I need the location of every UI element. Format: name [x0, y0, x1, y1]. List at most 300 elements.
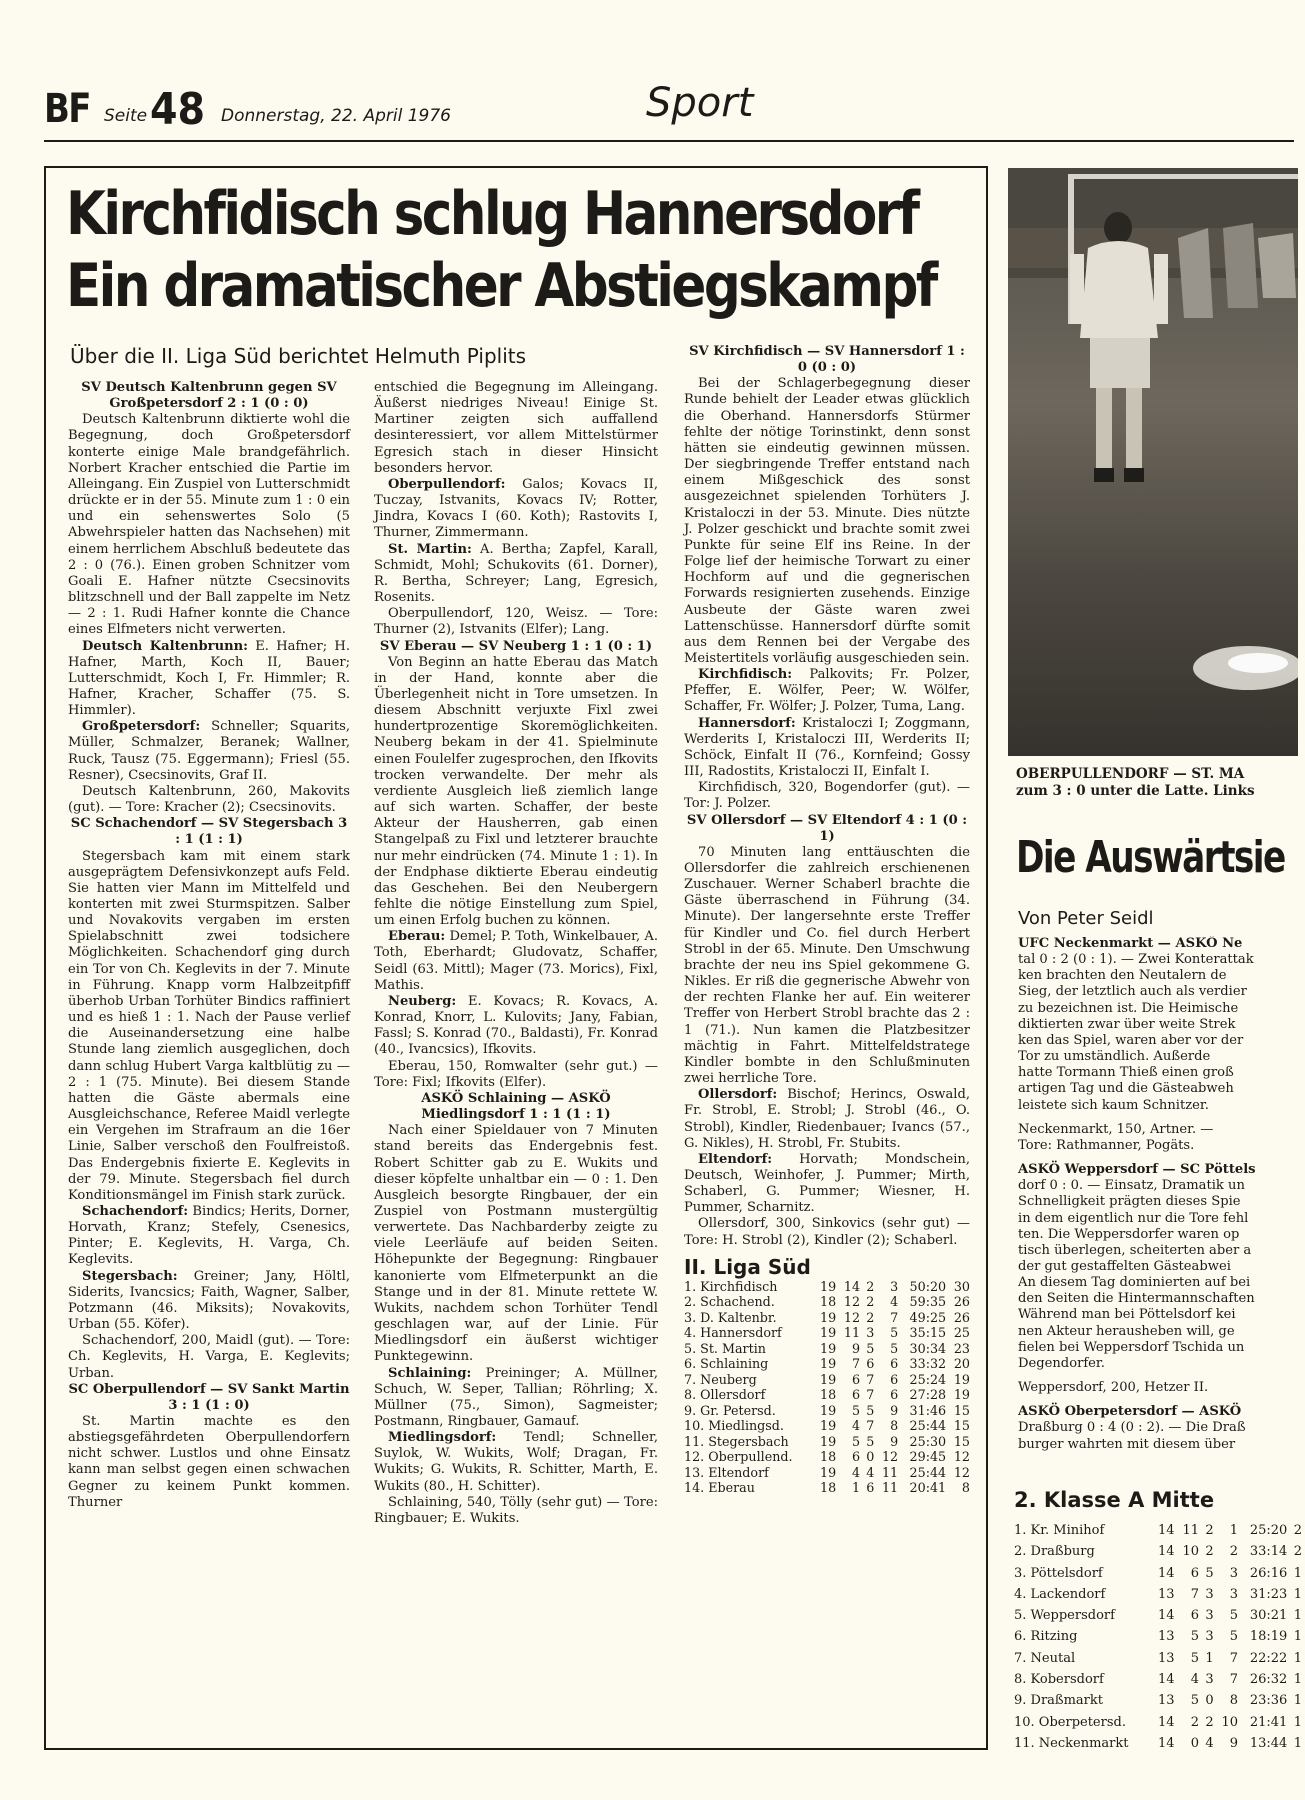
stat-cell: 19: [953, 1371, 970, 1387]
team-cell: 14. Eberau: [684, 1480, 755, 1496]
stat-cell: 5: [866, 1340, 875, 1356]
stat-cell: 7: [1190, 1586, 1199, 1602]
match-summary: Eberau, 150, Romwalter (sehr gut.) — Tore: Fixl; Ifkovits (Elfer).: [374, 1058, 658, 1090]
stat-cell: 25: [953, 1325, 970, 1341]
match-summary: Schlaining, 540, Tölly (sehr gut) — Tore: Ringbauer; E. Wukits.: [374, 1494, 658, 1526]
article-column-3: [684, 344, 970, 1496]
stat-cell: 2: [1293, 1523, 1302, 1538]
stat-cell: 19: [820, 1433, 837, 1449]
stat-cell: 2: [866, 1278, 875, 1294]
football-photo: [1008, 168, 1298, 756]
team-cell: 11. Stegersbach: [684, 1433, 789, 1449]
table-row: [1014, 1669, 1302, 1690]
team-name: Hannersdorf:: [698, 715, 796, 731]
stat-cell: 3: [1229, 1586, 1239, 1602]
stat-cell: 1: [1293, 1586, 1302, 1602]
sidebar-line: tisch überlegen, scheiterten aber a: [1018, 1242, 1252, 1258]
table-row: [1014, 1712, 1302, 1733]
team-name: Eltendorf:: [698, 1151, 773, 1167]
team-cell: 3. Pöttelsdorf: [1014, 1565, 1103, 1581]
stat-cell: 6: [866, 1356, 875, 1372]
team-name: Miedlingsdorf:: [388, 1430, 497, 1446]
stat-cell: 4: [890, 1294, 899, 1310]
stat-cell: 59:35: [909, 1294, 947, 1310]
stat-cell: 7: [851, 1356, 861, 1372]
sidebar-line: hatte Tormann Thieß einen groß: [1018, 1065, 1234, 1081]
stat-cell: 6: [851, 1371, 861, 1387]
sidebar-line: [1018, 1154, 1302, 1162]
stat-cell: 33:32: [909, 1356, 947, 1372]
lineup: Kirchfidisch: Palkovits; Fr. Polzer, Pfeffer, E. Wölfer, Peer; W. Wölfer, Schaffer, Fr. Wölfer; J. Polzer, Tuma, Lang.: [684, 667, 970, 715]
match-report: entschied die Begegnung im Alleingang. Äußerst niedriges Niveau! Einige St. Martiner zeigten sich auffallend desinteressiert, vor allem Mittelstürmer Egresich stach in dieser Hinsicht besonders hervor.: [374, 380, 658, 476]
stat-cell: 6: [890, 1387, 899, 1403]
sidebar-line: den Seiten die Hintermannschaften: [1018, 1291, 1255, 1307]
team-cell: 5. Weppersdorf: [1014, 1608, 1115, 1624]
team-cell: 5. St. Martin: [684, 1340, 766, 1356]
stat-cell: 3: [1205, 1608, 1214, 1624]
stat-cell: 19: [820, 1340, 837, 1356]
stat-cell: 30: [953, 1278, 970, 1294]
stat-cell: 2: [1190, 1714, 1199, 1730]
sidebar-line: ASKÖ Weppersdorf — SC Pöttels: [1018, 1162, 1256, 1178]
stat-cell: 25:30: [909, 1433, 947, 1449]
stat-cell: 50:20: [909, 1278, 947, 1294]
stat-cell: 19: [820, 1464, 837, 1480]
table-row: [684, 1403, 970, 1419]
team-cell: 10. Oberpetersd.: [1014, 1714, 1126, 1730]
table-row: [1014, 1648, 1302, 1669]
stat-cell: 6: [851, 1449, 861, 1465]
stat-cell: 18: [820, 1387, 837, 1403]
table-row: [1014, 1733, 1302, 1754]
team-cell: 2. Schachend.: [684, 1294, 775, 1310]
stat-cell: 5: [866, 1433, 875, 1449]
sidebar-line: Degendorfer.: [1018, 1355, 1105, 1371]
stat-cell: 13: [1158, 1629, 1175, 1645]
stat-cell: 2: [1205, 1714, 1214, 1730]
stat-cell: 25:24: [909, 1371, 947, 1387]
stat-cell: 23:36: [1249, 1693, 1288, 1709]
team-cell: 13. Eltendorf: [684, 1464, 769, 1480]
sidebar-line: Tore: Rathmanner, Pogäts.: [1018, 1137, 1195, 1153]
stat-cell: 14: [1158, 1672, 1175, 1688]
stat-cell: 7: [1229, 1650, 1239, 1666]
match-summary: Deutsch Kaltenbrunn, 260, Makovits (gut). — Tore: Kracher (2); Csecsinovits.: [68, 783, 350, 816]
sidebar-line: UFC Neckenmarkt — ASKÖ Ne: [1018, 936, 1243, 951]
team-cell: 2. Draßburg: [1014, 1544, 1095, 1560]
stat-cell: 3: [890, 1278, 899, 1294]
match-report: Bei der Schlagerbegegnung dieser Runde behielt der Leader etwas glücklich die Oberhand. Hannersdorfs Stürmer fehlte der nötige Torinstinkt, denn sonst hätten sie eindeutig gewinnen müssen. Der siegbringende Treffer entstand nach einem Mißgeschick des sonst ausgezeichnet spielenden Torhüters J. Kristaloczi in der 53. Minute. Dies nützte J. Polzer geschickt und brachte somit zwei Punkte für seine Elf ins Reine. In der Folge lief der heimische Torwart zu einer Hochform auf und die gegnerischen Forwards resignierten zusehends. Einzige Ausbeute der Gäste waren zwei Lattenschüsse. Hannersdorf dürfte somit aus dem Rennen bei der Vergabe des Meistertitels vorläufig ausgeschieden sein.: [684, 376, 970, 666]
stat-cell: 1: [1293, 1714, 1302, 1730]
table-row: [684, 1341, 970, 1357]
stat-cell: 25:44: [909, 1418, 947, 1434]
stat-cell: 12: [881, 1449, 899, 1465]
stat-cell: 14: [1158, 1565, 1175, 1581]
sidebar-line: An diesem Tag dominierten auf bei: [1018, 1275, 1251, 1291]
stat-cell: 12: [953, 1449, 970, 1465]
stat-cell: 30:21: [1249, 1608, 1288, 1624]
match-heading: SV Eberau — SV Neuberg 1 : 1 (0 : 1): [379, 638, 653, 654]
stat-cell: 11: [1182, 1523, 1199, 1538]
table-row: [684, 1418, 970, 1434]
team-cell: 11. Neckenmarkt: [1014, 1735, 1129, 1751]
stat-cell: 13: [1158, 1693, 1175, 1709]
sidebar-line: burger wahrten mit diesem über: [1018, 1436, 1236, 1452]
stat-cell: 9: [890, 1433, 899, 1449]
stat-cell: 3: [1205, 1586, 1214, 1602]
match-summary: Oberpullendorf, 120, Weisz. — Tore: Thurner (2), Istvanits (Elfer); Lang.: [374, 606, 658, 638]
table-row: [1014, 1563, 1302, 1584]
stat-cell: 0: [1205, 1693, 1214, 1709]
stat-cell: 0: [1190, 1735, 1199, 1751]
sidebar-line: Während man bei Pöttelsdorf kei: [1018, 1307, 1236, 1323]
issue-date: Donnerstag, 22. April 1976: [221, 106, 451, 126]
stat-cell: 20: [953, 1356, 970, 1372]
stat-cell: 6: [1190, 1565, 1199, 1581]
stat-cell: 18: [820, 1449, 837, 1465]
stat-cell: 29:45: [909, 1449, 947, 1465]
stat-cell: 8: [890, 1418, 899, 1434]
stat-cell: 19: [820, 1356, 837, 1372]
stat-cell: 33:14: [1249, 1544, 1288, 1560]
stat-cell: 2: [1205, 1523, 1214, 1538]
team-name: Neuberg:: [388, 993, 457, 1009]
stat-cell: 5: [866, 1402, 875, 1418]
lineup: Neuberg: E. Kovacs; R. Kovacs, A. Konrad, Knorr, L. Kulovits; Jany, Fabian, Fassl; S. Konrad (70., Baldasti), Fr. Konrad (40., Ivancsics), Ifkovits.: [374, 993, 658, 1058]
stat-cell: 1: [1293, 1735, 1302, 1751]
stat-cell: 14: [1158, 1735, 1175, 1751]
stat-cell: 4: [1205, 1735, 1214, 1751]
sidebar-line: Tor zu umständlich. Außerde: [1018, 1049, 1211, 1065]
team-name: St. Martin:: [388, 541, 472, 557]
league-table-2: [1014, 1520, 1302, 1754]
lineup: Miedlingsdorf: Tendl; Schneller, Suylok, W. Wukits, Wolf; Dragan, Fr. Wukits; G. Wukits, R. Schitter, Marth, E. Wukits (80., H. Schitter).: [374, 1430, 658, 1494]
team-cell: 8. Ollersdorf: [684, 1387, 766, 1403]
stat-cell: 13:44: [1249, 1735, 1288, 1751]
stat-cell: 8: [1229, 1693, 1239, 1709]
stat-cell: 4: [851, 1418, 861, 1434]
stat-cell: 19: [820, 1402, 837, 1418]
stat-cell: 4: [851, 1464, 861, 1480]
team-cell: 1. Kr. Minihof: [1014, 1523, 1105, 1538]
stat-cell: 5: [1229, 1629, 1239, 1645]
sidebar-line: Schnelligkeit prägten dieses Spie: [1018, 1194, 1241, 1210]
team-name: Eberau:: [388, 929, 446, 945]
stat-cell: 4: [1190, 1672, 1199, 1688]
match-heading: SV Ollersdorf — SV Eltendorf 4 : 1 (0 : 1): [686, 812, 968, 844]
stat-cell: 13: [1158, 1650, 1175, 1666]
stat-cell: 6: [890, 1356, 899, 1372]
match-report: St. Martin machte es den abstiegsgefährdeten Oberpullendorfern nicht schwer. Lustlos und ohne Einsatz kann man selbst gegen einen schwachen Gegner zu keinem Punkt kommen. Thurner: [68, 1414, 350, 1510]
stat-cell: 1: [1293, 1693, 1302, 1709]
match-heading: SV Kirchfidisch — SV Hannersdorf 1 : 0 (0 : 0): [689, 344, 965, 376]
sidebar-line: Draßburg 0 : 4 (0 : 2). — Die Draß: [1018, 1420, 1246, 1436]
stat-cell: 1: [1293, 1565, 1302, 1581]
lineup: St. Martin: A. Bertha; Zapfel, Karall, Schmidt, Mohl; Schukovits (61. Dorner), R. Bertha, Schreyer; Lang, Egresich, Rosenits.: [374, 541, 658, 606]
stat-cell: 7: [866, 1387, 875, 1403]
stat-cell: 26:16: [1249, 1565, 1288, 1581]
table-row: [684, 1449, 970, 1465]
stat-cell: 6: [866, 1480, 875, 1496]
sidebar-line: ten. Die Weppersdorfer waren op: [1018, 1226, 1240, 1242]
sidebar-line: nen Akteur herausheben will, ge: [1018, 1323, 1235, 1339]
stat-cell: 15: [953, 1433, 970, 1449]
match-summary: Kirchfidisch, 320, Bogendorfer (gut). — Tor: J. Polzer.: [684, 780, 970, 812]
team-cell: 3. D. Kaltenbr.: [684, 1309, 777, 1325]
stat-cell: 3: [866, 1325, 875, 1341]
stat-cell: 26: [953, 1294, 970, 1310]
stat-cell: 19: [953, 1387, 970, 1403]
stat-cell: 14: [843, 1278, 861, 1294]
stat-cell: 49:25: [909, 1309, 947, 1325]
stat-cell: 19: [820, 1371, 837, 1387]
stat-cell: 2: [1205, 1544, 1214, 1560]
table-row: [684, 1294, 970, 1310]
page-label: Seite: [104, 106, 148, 126]
stat-cell: 3: [1205, 1672, 1214, 1688]
stat-cell: 19: [820, 1278, 837, 1294]
stat-cell: 1: [851, 1480, 861, 1496]
sidebar-column: [1018, 936, 1302, 1453]
stat-cell: 1: [1293, 1629, 1302, 1645]
team-name: Kirchfidisch:: [698, 667, 793, 683]
lineup: Eltendorf: Horvath; Mondschein, Deutsch, Weinhofer, J. Pummer; Mirth, Schaberl, G. Pummer; Wiesner, H. Pummer, Scharnitz.: [684, 1151, 970, 1216]
stat-cell: 26: [953, 1309, 970, 1325]
stat-cell: 19: [820, 1309, 837, 1325]
sidebar-line: zu bezeichnen ist. Die Heimische: [1018, 1000, 1239, 1016]
stat-cell: 14: [1158, 1714, 1175, 1730]
match-heading: SC Schachendorf — SV Stegersbach 3 : 1 (1 : 1): [70, 816, 348, 848]
main-headline: [66, 178, 936, 322]
photo-caption: OBERPULLENDORF — ST. MA zum 3 : 0 unter die Latte. Links: [1016, 766, 1255, 799]
team-cell: 6. Schlaining: [684, 1356, 769, 1372]
sidebar-line: tal 0 : 2 (0 : 1). — Zwei Konterattak: [1018, 952, 1254, 968]
stat-cell: 8: [961, 1480, 970, 1496]
stat-cell: 12: [953, 1464, 970, 1480]
team-name: Stegersbach:: [82, 1268, 178, 1284]
stat-cell: 0: [866, 1449, 875, 1465]
table-row: [1014, 1520, 1302, 1541]
lineup: Ollersdorf: Bischof; Herincs, Oswald, Fr. Strobl, E. Strobl; J. Strobl (46., O. Strobl), Kindler, Riedenbauer; Ivancs (57., G. Nikles), H. Strobl, Fr. Stubits.: [684, 1087, 970, 1151]
team-cell: 9. Gr. Petersd.: [684, 1402, 776, 1418]
stat-cell: 5: [1205, 1565, 1214, 1581]
stat-cell: 5: [890, 1340, 899, 1356]
stat-cell: 5: [851, 1402, 861, 1418]
sidebar-line: artigen Tag und die Gästeabweh: [1018, 1081, 1234, 1097]
headline-line-1: Kirchfidisch schlug Hannersdorf: [66, 179, 918, 249]
table-row: [684, 1372, 970, 1388]
sidebar-line: Sieg, der letztlich auch als verdier: [1018, 984, 1247, 1000]
stat-cell: 26:32: [1249, 1672, 1288, 1688]
match-report: Deutsch Kaltenbrunn diktierte wohl die Begegnung, doch Großpetersdorf konterte einige Male brandgefährlich. Norbert Kracher entschied die Partie im Alleingang. Ein Zuspiel von Lutterschmidt drückte er in der 55. Minute zum 1 : 0 ein und ein sehenswertes Solo (5 Abwehrspieler hatten das Nachsehen) mit einem herrlichem Abschluß bedeutete das 2 : 0 (76.). Einen groben Schnitzer vom Goali E. Hafner nützte Csecsinovits blitzschnell und der Ball zappelte im Netz — 2 : 1. Rudi Hafner konnte die Chance eines Elfmeters nicht verwerten.: [68, 412, 350, 638]
team-cell: 1. Kirchfidisch: [684, 1278, 778, 1294]
stat-cell: 5: [1229, 1608, 1239, 1624]
table-row: [684, 1480, 970, 1496]
table-row: [684, 1325, 970, 1341]
team-cell: 9. Draßmarkt: [1014, 1693, 1104, 1709]
team-name: Oberpullendorf:: [388, 476, 506, 492]
table-row: [684, 1310, 970, 1326]
sidebar-line: der gut gestaffelten Gästeabwei: [1018, 1258, 1231, 1274]
stat-cell: 14: [1158, 1608, 1175, 1624]
newspaper-logo: BF: [44, 86, 90, 132]
lineup: Schachendorf: Bindics; Herits, Dorner, Horvath, Kranz; Stefely, Csenesics, Pinter; E. Keglevits, H. Varga, Ch. Keglevits.: [68, 1203, 350, 1268]
stat-cell: 27:28: [909, 1387, 947, 1403]
stat-cell: 2: [866, 1309, 875, 1325]
lineup: Oberpullendorf: Galos; Kovacs II, Tuczay, Istvanits, Kovacs IV; Rotter, Jindra, Kovacs I (60. Koth); Rastovits I, Thurner, Zimmermann.: [374, 476, 658, 541]
stat-cell: 7: [1229, 1672, 1239, 1688]
stat-cell: 11: [881, 1464, 899, 1480]
match-heading: ASKÖ Schlaining — ASKÖ Miedlingsdorf 1 : 1 (1 : 1): [421, 1090, 611, 1123]
team-name: Schachendorf:: [82, 1203, 189, 1219]
stat-cell: 9: [851, 1340, 861, 1356]
stat-cell: 4: [866, 1464, 875, 1480]
stat-cell: 9: [1229, 1735, 1239, 1751]
stat-cell: 3: [1229, 1565, 1239, 1581]
match-summary: Ollersdorf, 300, Sinkovics (sehr gut) — Tore: H. Strobl (2), Kindler (2); Schaberl.: [684, 1216, 970, 1248]
stat-cell: 21:41: [1249, 1714, 1288, 1730]
sidebar-line: dorf 0 : 0. — Einsatz, Dramatik un: [1018, 1178, 1245, 1194]
match-report: 70 Minuten lang enttäuschten die Ollersdorfer die zahlreich erschienenen Zuschauer. Werner Schaberl brachte die Gäste überraschend in Führung (34. Minute). Der langersehnte erste Treffer für Kindler und Co. fiel durch Herbert Strobl in der 65. Minute. Den Umschwung brachte der neu ins Spiel gekommene G. Nikles. Er riß die gegnerische Abwehr von der rechten Flanke her auf. Ein weiterer Treffer von Herbert Strobl brachte das 2 : 1 (71.). Nun kamen die Platzbesitzer mächtig in Fahrt. Mittelfeldstratege Kindler bombte in den Schlußminuten zwei herrliche Tore.: [684, 844, 970, 1087]
team-name: Schlaining:: [388, 1365, 472, 1381]
match-summary: Schachendorf, 200, Maidl (gut). — Tore: Ch. Keglevits, H. Varga, E. Keglevits; Urban.: [68, 1333, 350, 1381]
stat-cell: 2: [1229, 1544, 1239, 1560]
league-table-title: II. Liga Süd: [684, 1254, 811, 1279]
stat-cell: 3: [1205, 1629, 1214, 1645]
stat-cell: 14: [1158, 1544, 1175, 1560]
sidebar-line: Neckenmarkt, 150, Artner. —: [1018, 1121, 1214, 1137]
stat-cell: 25:20: [1249, 1523, 1288, 1538]
match-report: Stegersbach kam mit einem stark ausgeprägtem Defensivkonzept aufs Feld. Sie hatten vier Mann im Mittelfeld und konterten mit zwei Sturmspitzen. Salber und Novakovits vergaben im ersten Spielabschnitt zwei todsichere Möglichkeiten. Schachendorf ging durch ein Tor von Ch. Keglevits in der 7. Minute in Führung. Knapp vorm Halbzeitpfiff überhob Urban Torhüter Bindics raffiniert und es hieß 1 : 1. Nach der Pause verlief die Auseinandersetzung eine halbe Stunde lang ziemlich ausgeglichen, doch dann schlug Hubert Varga kaltblütig zu — 2 : 1 (75. Minute). Bei diesem Stande hatten die Gäste abermals eine Ausgleichschance, Referee Maidl verlegte ein Vergehen im Strafraum an die 16er Linie, Salber verschoß den Foulfreistoß. Das Endergebnis fixierte E. Keglevits in der 79. Minute. Stegersbach fiel durch Konditionsmängel im Finish stark zurück.: [68, 848, 350, 1203]
team-cell: 7. Neutal: [1014, 1650, 1076, 1666]
match-heading: SC Oberpullendorf — SV Sankt Martin 3 : 1 (1 : 0): [68, 1381, 350, 1413]
stat-cell: 18: [820, 1480, 837, 1496]
lineup: Großpetersdorf: Schneller; Squarits, Müller, Schmalzer, Beranek; Wallner, Ruck, Tausz (75. Eggermann); Friesl (55. Resner), Csecsinovits, Graf II.: [68, 719, 350, 783]
match-report: Nach einer Spieldauer von 7 Minuten stand bereits das Endergebnis fest. Robert Schitter gab zu E. Wukits und dieser köpfelte unhaltbar ein — 0 : 1. Den Ausgleich besorgte Ringbauer, der ein Zuspiel von Postmann mustergültig verwertete. Das Nachbarderby zeigte zu viele Leerläufe auf beiden Seiten. Höhepunkte der Begegnung: Ringbauer kanonierte vom Elfmeterpunkt an die Stange und in der 81. Minute rettete W. Wukits, nachdem schon Torhüter Tendl geschlagen war, auf der Linie. Für Miedlingsdorf ein äußerst wichtiger Punktegewinn.: [374, 1123, 658, 1365]
stat-cell: 12: [843, 1309, 861, 1325]
table-row: [684, 1279, 970, 1295]
section-title: Sport: [646, 80, 754, 126]
lineup: Stegersbach: Greiner; Jany, Höltl, Siderits, Ivancsics; Faith, Wagner, Salber, Potzmann (46. Miksits); Novakovits, Urban (55. Köfer).: [68, 1268, 350, 1333]
stat-cell: 31:46: [909, 1402, 947, 1418]
stat-cell: 6: [890, 1371, 899, 1387]
sidebar-line: in dem eigentlich nur die Tore fehl: [1018, 1210, 1249, 1226]
team-name: Ollersdorf:: [698, 1087, 778, 1103]
table-row: [684, 1356, 970, 1372]
stat-cell: 1: [1205, 1650, 1214, 1666]
stat-cell: 25:44: [909, 1464, 947, 1480]
league-table: [684, 1279, 970, 1496]
table-row: [1014, 1605, 1302, 1626]
team-cell: 4. Hannersdorf: [684, 1325, 782, 1341]
stat-cell: 18: [820, 1294, 837, 1310]
lineup: Eberau: Demel; P. Toth, Winkelbauer, A. Toth, Eberhardt; Gludovatz, Schaffer, Seidl (63. Mittl); Mager (73. Morics), Fixl, Mathis.: [374, 929, 658, 993]
stat-cell: 1: [1293, 1672, 1302, 1688]
league-table-2-block: [1014, 1488, 1302, 1754]
stat-cell: 6: [1190, 1608, 1199, 1624]
sidebar-line: ASKÖ Oberpetersdorf — ASKÖ: [1018, 1404, 1242, 1420]
sidebar-byline: Von Peter Seidl: [1018, 908, 1154, 929]
stat-cell: 10: [1182, 1544, 1199, 1560]
stat-cell: 31:23: [1249, 1586, 1288, 1602]
stat-cell: 5: [1190, 1650, 1199, 1666]
stat-cell: 2: [1293, 1544, 1302, 1560]
lineup: Hannersdorf: Kristaloczi I; Zoggmann, Werderits I, Kristaloczi III, Werderits II; Schöck, Einfalt II (76., Kornfeind; Gossy III, Radostits, Kristaloczi II, Einfalt I.: [684, 715, 970, 780]
stat-cell: 13: [1158, 1586, 1175, 1602]
table-row: [684, 1465, 970, 1481]
headline-line-2: Ein dramatischer Abstiegskampf: [66, 251, 936, 321]
lineup: Schlaining: Preininger; A. Müllner, Schuch, W. Seper, Tallian; Röhrling; X. Müllner (75., Simon), Sagmeister; Postmann, Ringbauer, Gamauf.: [374, 1365, 658, 1429]
sidebar-line: leistete sich kaum Schnitzer.: [1018, 1097, 1209, 1113]
team-cell: 10. Miedlingsd.: [684, 1418, 784, 1434]
table-row: [684, 1434, 970, 1450]
table-row: [1014, 1690, 1302, 1711]
stat-cell: 6: [851, 1387, 861, 1403]
table-row: [1014, 1584, 1302, 1605]
sidebar-line: fielen bei Weppersdorf Tschida un: [1018, 1339, 1245, 1355]
match-heading: SV Deutsch Kaltenbrunn gegen SV Großpetersdorf 2 : 1 (0 : 0): [81, 380, 337, 412]
article-column-1: [68, 380, 350, 1511]
stat-cell: 7: [866, 1371, 875, 1387]
team-cell: 12. Oberpullend.: [684, 1449, 793, 1465]
sidebar-line: [1018, 1114, 1302, 1122]
stat-cell: 7: [890, 1309, 899, 1325]
sidebar-line: Weppersdorf, 200, Hetzer II.: [1018, 1380, 1209, 1396]
match-report: Von Beginn an hatte Eberau das Match in der Hand, konnte aber die Überlegenheit nicht in Tore umsetzen. In diesem Abschnitt verjuxte Fixl zwei hundertprozentige Skoremöglichkeiten. Neuberg bekam in der 41. Spielminute einen Foulelfer zugesprochen, den Ifkovits trocken verwandelte. Der mehr als verdiente Ausgleich ließ ziemlich lange auf sich warten. Schaffer, der beste Akteur der Hausherren, gab einen Stangelpaß zu Fixl und letzterer brauchte nur mehr eindrücken (74. Minute 1 : 1). In der Endphase diktierte Eberau eindeutig das Geschehen. Bei den Neubergern fehlte die nötige Einstellung zum Spiel, um einen Erfolg buchen zu können.: [374, 654, 658, 929]
stat-cell: 15: [953, 1402, 970, 1418]
stat-cell: 11: [881, 1480, 899, 1496]
page-number: 48: [150, 84, 206, 135]
table-row: [1014, 1626, 1302, 1647]
team-name: Großpetersdorf:: [82, 719, 201, 735]
sidebar-line: diktierten zwar über weite Strek: [1018, 1016, 1236, 1032]
stat-cell: 10: [1221, 1714, 1239, 1730]
stat-cell: 1: [1293, 1650, 1302, 1666]
sidebar-headline: Die Auswärtsie: [1016, 832, 1285, 883]
team-cell: 7. Neuberg: [684, 1371, 757, 1387]
stat-cell: 1: [1229, 1523, 1239, 1538]
league-table-2-title: 2. Klasse A Mitte: [1014, 1488, 1215, 1512]
stat-cell: 15: [953, 1418, 970, 1434]
stat-cell: 35:15: [909, 1325, 947, 1341]
team-cell: 4. Lackendorf: [1014, 1586, 1106, 1602]
stat-cell: 20:41: [909, 1480, 947, 1496]
stat-cell: 1: [1293, 1608, 1302, 1624]
stat-cell: 9: [890, 1402, 899, 1418]
stat-cell: 18:19: [1249, 1629, 1288, 1645]
stat-cell: 2: [866, 1294, 875, 1310]
article-column-2: [374, 380, 658, 1527]
lineup: Deutsch Kaltenbrunn: E. Hafner; H. Hafner, Marth, Koch II, Bauer; Lutterschmidt, Koch I, Fr. Himmler; R. Hafner, Kracher, Schaffer (75. S. Himmler).: [68, 638, 350, 719]
stat-cell: 14: [1158, 1523, 1175, 1538]
team-cell: 8. Kobersdorf: [1014, 1672, 1104, 1688]
stat-cell: 30:34: [909, 1340, 947, 1356]
stat-cell: 11: [843, 1325, 861, 1341]
stat-cell: 19: [820, 1418, 837, 1434]
sidebar-line: ken brachten den Neutalern de: [1018, 968, 1227, 984]
sidebar-line: ken das Spiel, waren aber vor der: [1018, 1032, 1244, 1048]
table-row: [684, 1387, 970, 1403]
article-byline: Über die II. Liga Süd berichtet Helmuth Piplits: [70, 344, 527, 368]
sidebar-line: [1018, 1372, 1302, 1380]
stat-cell: 5: [1190, 1693, 1199, 1709]
stat-cell: 22:22: [1249, 1650, 1288, 1666]
stat-cell: 5: [1190, 1629, 1199, 1645]
table-row: [1014, 1541, 1302, 1562]
photo-illustration: [1008, 168, 1298, 756]
stat-cell: 5: [890, 1325, 899, 1341]
team-name: Deutsch Kaltenbrunn:: [82, 638, 248, 654]
